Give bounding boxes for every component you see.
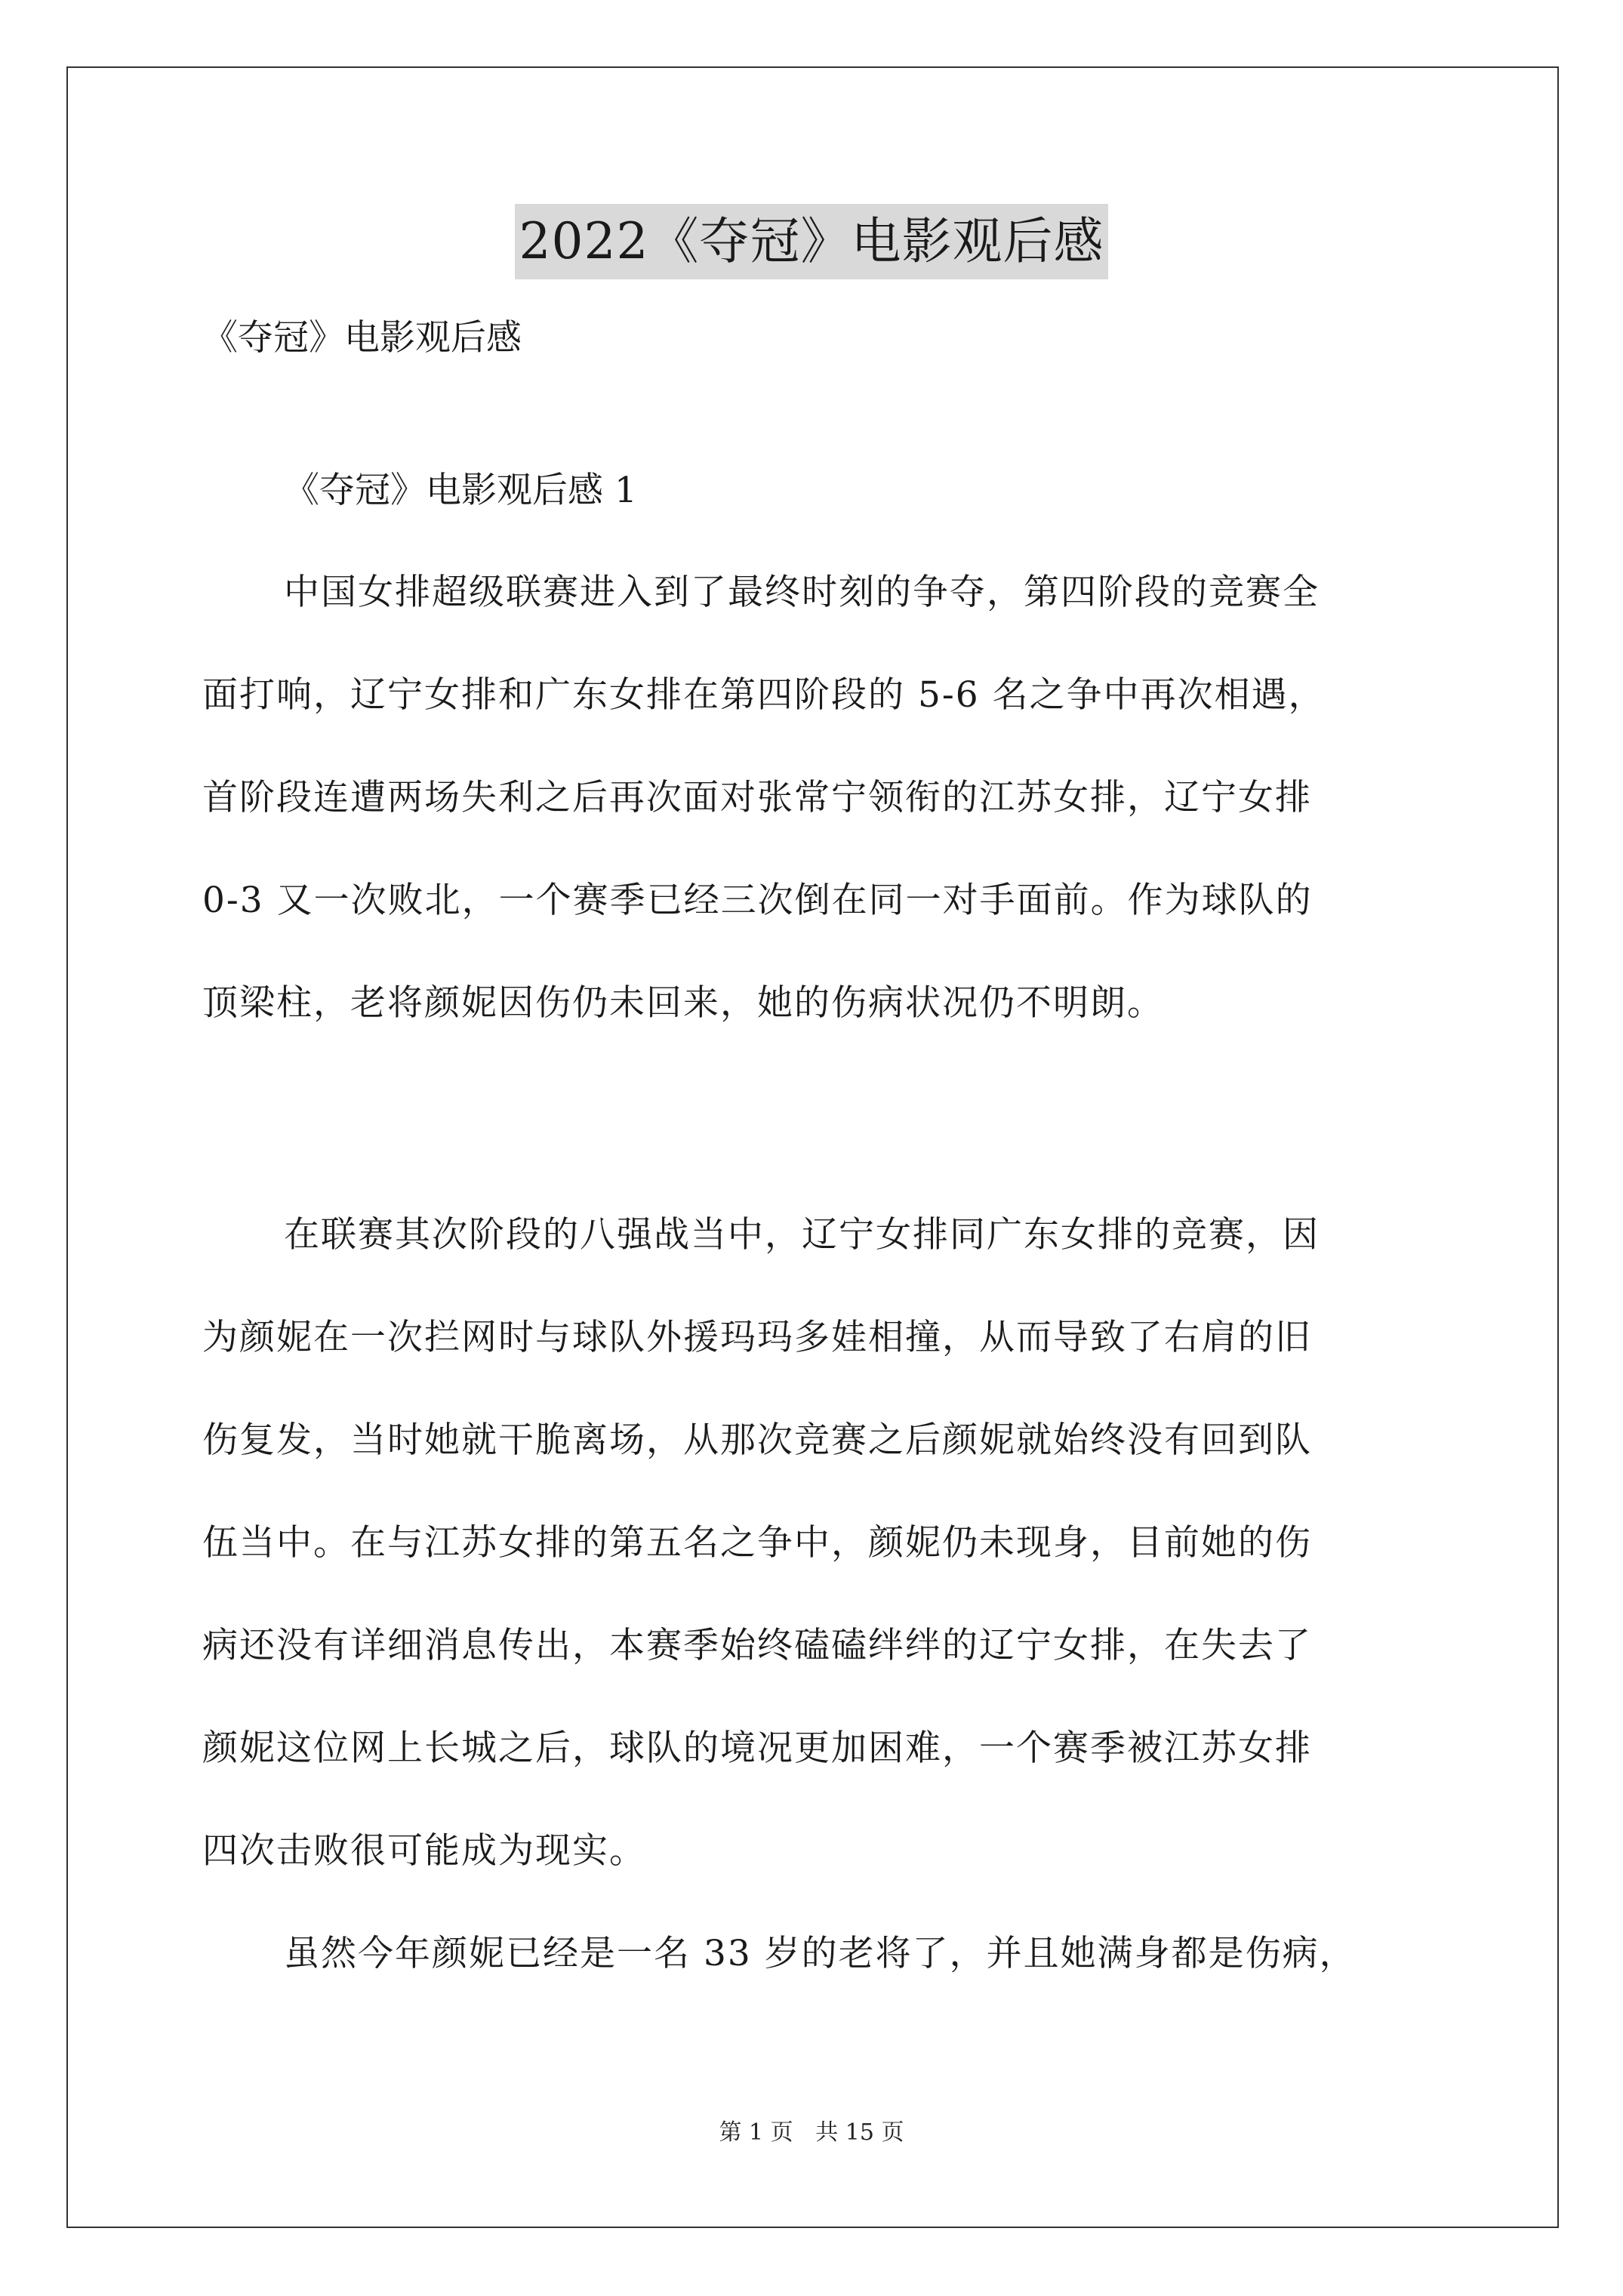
paragraph-line: 病还没有详细消息传出，本赛季始终磕磕绊绊的辽宁女排，在失去了 (202, 1625, 1312, 1666)
section-heading: 《夺冠》电影观后感 1 (284, 470, 637, 511)
paragraph-line: 首阶段连遭两场失利之后再次面对张常宁领衔的江苏女排，辽宁女排 (202, 777, 1312, 818)
page-border (66, 66, 1559, 2228)
paragraph-line: 顶梁柱，老将颜妮因伤仍未回来，她的伤病状况仍不明朗。 (202, 982, 1164, 1024)
paragraph-line: 虽然今年颜妮已经是一名 33 岁的老将了，并且她满身都是伤病， (284, 1933, 1357, 1974)
paragraph-line: 中国女排超级联赛进入到了最终时刻的争夺，第四阶段的竞赛全 (284, 572, 1320, 613)
page-footer (0, 2118, 1623, 2148)
paragraph-line: 面打响，辽宁女排和广东女排在第四阶段的 5-6 名之争中再次相遇， (202, 674, 1326, 716)
document-title-wrap (0, 204, 1623, 279)
page-number: 第 1 页 (719, 2119, 793, 2146)
paragraph-line: 为颜妮在一次拦网时与球队外援玛玛多娃相撞，从而导致了右肩的旧 (202, 1317, 1312, 1358)
paragraph-line: 0-3 又一次败北，一个赛季已经三次倒在同一对手面前。作为球队的 (202, 880, 1313, 921)
document-title: 2022《夺冠》电影观后感 (515, 204, 1109, 279)
paragraph-line: 伤复发，当时她就干脆离场，从那次竞赛之后颜妮就始终没有回到队 (202, 1419, 1312, 1461)
paragraph-line: 伍当中。在与江苏女排的第五名之争中，颜妮仍未现身，目前她的伤 (202, 1522, 1312, 1564)
paragraph-line: 四次击败很可能成为现实。 (202, 1830, 646, 1872)
paragraph-line: 在联赛其次阶段的八强战当中，辽宁女排同广东女排的竞赛，因 (284, 1214, 1320, 1256)
document-subtitle: 《夺冠》电影观后感 (202, 317, 522, 359)
paragraph-line: 颜妮这位网上长城之后，球队的境况更加困难，一个赛季被江苏女排 (202, 1727, 1312, 1769)
page-total: 共 15 页 (815, 2119, 904, 2146)
